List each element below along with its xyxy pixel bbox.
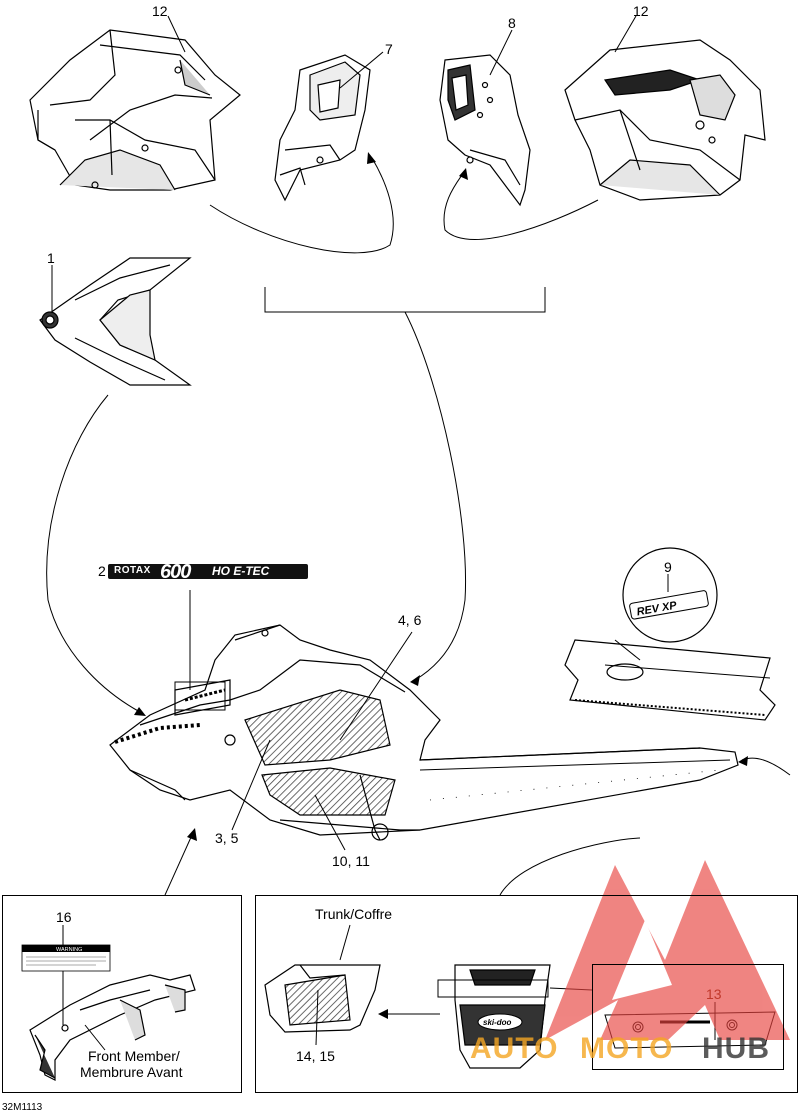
arrow-front-member <box>165 835 192 895</box>
warning-label-text: WARNING <box>56 947 83 953</box>
arrow-nose-to-sled <box>47 395 140 712</box>
watermark-text <box>470 1032 800 1072</box>
callout-9: 9 <box>664 559 672 575</box>
arrowhead <box>410 675 420 686</box>
callout-12-left: 12 <box>152 3 168 19</box>
grouping-bracket <box>265 287 545 312</box>
figure-code: 32M1113 <box>2 1102 43 1113</box>
hood-nose-piece <box>40 258 190 385</box>
callout-10-11: 10, 11 <box>332 853 370 869</box>
leader-12-right <box>615 16 636 52</box>
left-console-panel <box>275 55 370 200</box>
watermark-part3: HUB <box>702 1032 770 1065</box>
callout-8: 8 <box>508 15 516 31</box>
callout-2: 2 <box>98 563 106 579</box>
arrowhead <box>187 828 197 841</box>
callout-13: 13 <box>706 986 722 1002</box>
callout-12-right: 12 <box>633 3 649 19</box>
callout-16: 16 <box>56 909 72 925</box>
rotax-word: ROTAX <box>114 565 151 576</box>
arrowhead <box>367 152 376 164</box>
right-side-panel <box>565 40 765 200</box>
arrowhead <box>134 707 146 716</box>
rotax-suffix: HO E-TEC <box>212 564 270 578</box>
rotax-decal <box>108 562 308 582</box>
rotax-number: 600 <box>160 561 191 583</box>
right-console-panel <box>440 55 530 205</box>
skidoo-text: ski-doo <box>483 1018 512 1027</box>
arrow-detail-to-tunnel <box>742 758 790 775</box>
arrowhead <box>738 756 748 766</box>
watermark-part2: MOTO <box>580 1032 674 1065</box>
front-member-label-line2: Membrure Avant <box>80 1064 183 1080</box>
front-member-label-line1: Front Member/ <box>88 1048 180 1064</box>
left-side-panel <box>30 30 240 190</box>
callout-7: 7 <box>385 41 393 57</box>
callout-3-5: 3, 5 <box>215 830 239 846</box>
tunnel-detail <box>565 640 775 720</box>
rev-xp-text: REV XP <box>635 599 678 619</box>
callout-1: 1 <box>47 250 55 266</box>
watermark-part1: AUTO <box>470 1032 559 1065</box>
callout-14-15: 14, 15 <box>296 1048 335 1064</box>
trunk-label: Trunk/Coffre <box>315 906 393 922</box>
callout-4-6: 4, 6 <box>398 612 422 628</box>
